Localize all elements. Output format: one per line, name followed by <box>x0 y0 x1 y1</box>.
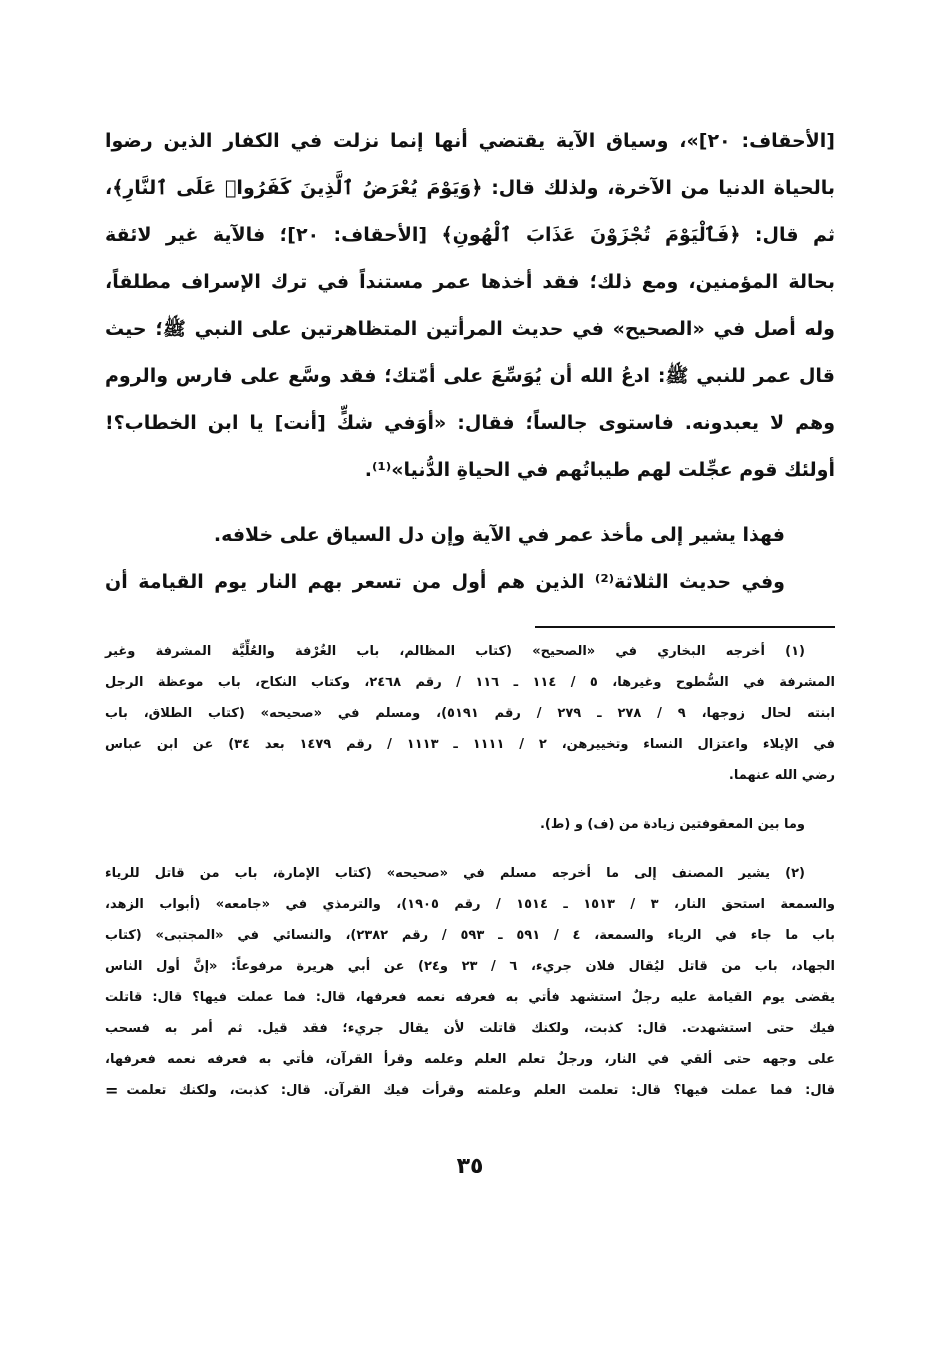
main-line: بحالة المؤمنين، ومع ذلك؛ فقد أخذها عمر مستنداً في ترك الإسراف مطلقاً، <box>105 271 835 293</box>
footnote-line: يقضى يوم القيامة عليه رجلٌ استشهد فأتي به فعرفه نعمه فعرفها، قال: فما عملت فيها؟ قال: قاتلت <box>105 990 835 1005</box>
footnote-line: الجهاد، باب من قاتل ليُقال فلان جريء، ٦ / ٢٣ و٢٤) عن أبي هريرة مرفوعاً: «إنَّ أول الناس <box>105 959 835 974</box>
page-number: ٣٥ <box>456 1154 484 1179</box>
footnote-separator <box>535 626 835 628</box>
footnote-line: رضي الله عنهما. <box>728 768 835 783</box>
footnote-note: وما بين المعقوفتين زيادة من (ف) و (ط). <box>539 817 805 832</box>
footnotes <box>105 636 835 1106</box>
footnote-line: باب ما جاء في الرياء والسمعة، ٤ / ٥٩١ ـ ٥٩٣ / رقم ٢٣٨٢)، والنسائي في «المجتبى» (كتاب <box>105 928 835 943</box>
footnote-line: على وجهه حتى ألقي في النار، ورجلٌ تعلم العلم وعلمه وقرأ القرآن، فأتي به فعرفه نعمه فعرفها، <box>105 1052 835 1067</box>
main-line: أولئك قوم عجِّلت لهم طيباتُهم في الحياةِ الدُّنيا»⁽¹⁾. <box>364 459 835 481</box>
footnote-line: (١) أخرجه البخاري في «الصحيح» (كتاب المظالم، باب الغُرْفة والعُلِّيَّة المشرفة وغير <box>105 644 805 659</box>
main-line: ثم قال: ﴿فَٱلْيَوْمَ تُجْزَوْنَ عَذَابَ ٱلْهُونِ﴾ [الأحقاف: ٢٠]؛ فالآية غير لائقة <box>105 224 835 246</box>
footnote-line: (٢) يشير المصنف إلى ما أخرجه مسلم في «صحيحه» (كتاب الإمارة، باب من قاتل للرياء <box>105 866 805 881</box>
footnote-line: والسمعة استحق النار، ٣ / ١٥١٣ ـ ١٥١٤ / رقم ١٩٠٥)، والترمذي في «جامعه» (أبواب الزهد، <box>105 897 835 912</box>
footnote-line: قال: فما عملت فيها؟ قال: تعلمت العلم وعلمته وقرأت فيك القرآن. قال: كذبت، ولكنك تعلمت <box>126 1083 835 1098</box>
main-line: وله أصل في «الصحيح» في حديث المرأتين المتظاهرتين على النبي ﷺ؛ حيث <box>105 318 835 340</box>
main-line: بالحياة الدنيا من الآخرة، ولذلك قال: ﴿وَيَوْمَ يُعْرَضُ ٱلَّذِينَ كَفَرُوا۟ عَلَى ٱلنَّارِ﴾، <box>105 177 835 199</box>
main-line: قال عمر للنبي ﷺ: ادعُ الله أن يُوَسِّعَ على أمّتك؛ فقد وسَّع على فارس والروم <box>105 365 835 387</box>
footnote-last-row <box>105 1075 835 1106</box>
paragraph: وفي حديث الثلاثة⁽²⁾ الذين هم أول من تسعر بهم النار يوم القيامة أن <box>105 571 785 593</box>
continuation-mark: = <box>105 1081 119 1100</box>
main-line: وهم لا يعبدونه. فاستوى جالساً؛ فقال: «أوَفي شكٍّ [أنت] يا ابن الخطاب؟! <box>105 412 835 434</box>
paragraph: فهذا يشير إلى مأخذ عمر في الآية وإن دل السياق على خلافه. <box>213 524 785 546</box>
footnote-line: ابنته لحال زوجها، ٩ / ٢٧٨ ـ ٢٧٩ / رقم ٥١٩١)، ومسلم في «صحيحه» (كتاب الطلاق، باب <box>105 706 835 721</box>
main-text <box>105 118 835 606</box>
main-line: [الأحقاف: ٢٠]»، وسياق الآية يقتضي أنها إنما نزلت في الكفار الذين رضوا <box>105 130 835 152</box>
footnote-line: فيك حتى استشهدت. قال: كذبت، ولكنك قاتلت لأن يقال جريء؛ فقد قيل. ثم أمر به فسحب <box>105 1021 835 1036</box>
footnote-line: في الإيلاء واعتزال النساء وتخييرهن، ٢ / ١١١١ ـ ١١١٣ / رقم ١٤٧٩ بعد ٣٤) عن ابن عباس <box>105 737 835 752</box>
footnote-line: المشرفة في السُّطوح وغيرها، ٥ / ١١٤ ـ ١١٦ / رقم ٢٤٦٨، وكتاب النكاح، باب موعظة الرجل <box>105 675 835 690</box>
